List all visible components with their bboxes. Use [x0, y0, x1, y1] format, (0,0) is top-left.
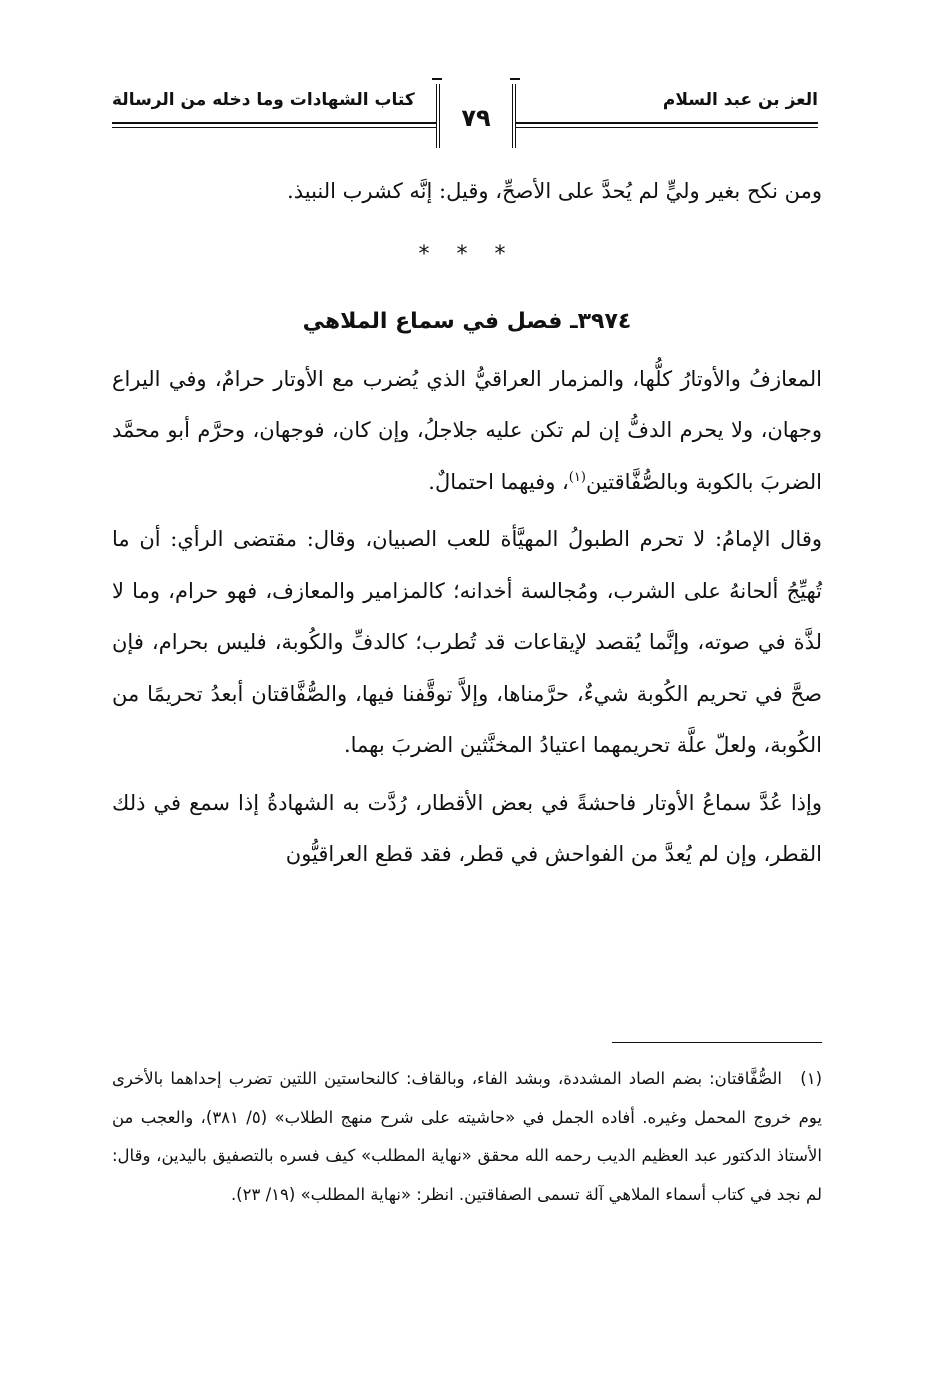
running-header [112, 84, 818, 156]
intro-line: ومن نكح بغير وليٍّ لم يُحدَّ على الأصحِّ، وقيل: إنَّه كشرب النبيذ. [287, 179, 822, 203]
paragraph-2: وقال الإمامُ: لا تحرم الطبولُ المهيَّأة للعب الصبيان، وقال: مقتضى الرأي: أن ما تُهيِّجُ ألحانهُ على الشرب، ومُجالسة أخدانه؛ كالمزامير والمعازف، فهو حرام، وما لا لذَّة في صوته، وإنَّما يُقصد لإيقاعات قد تُطرب؛ كالدفِّ والكُوبة، فليس بحرام، فإن صحَّ في تحريم الكُوبة شيءٌ، حرَّمناها، وإلاَّ توقَّفنا فيها، والصُّفَّاقتان أبعدُ تحريمًا من الكُوبة، ولعلّ علَّة تحريمهما اعتيادُ المخنَّثين الضربَ بهما. [112, 527, 822, 757]
paragraph-1 [112, 354, 822, 509]
footnote-marker: (١) [800, 1069, 822, 1088]
paragraph-1-tail: ، وفيهما احتمالٌ. [428, 469, 569, 494]
footnote-text: الصُّفَّاقتان: بضم الصاد المشددة، وبشد الفاء، وبالقاف: كالنحاستين اللتين تضرب إحداهما بالأخرى يوم خروج المحمل وغيره. أفاده الجمل في «حاشيته على شرح منهج الطلاب» (٥/ ٣٨١)، والعجب من الأستاذ الدكتور عبد العظيم الديب رحمه الله محقق «نهاية المطلب» كيف فسره بالتصفيق باليدين، وقال: لم نجد في كتاب أسماء الملاهي آلة تسمى الصفاقتين. انظر: «نهاية المطلب» (١٩/ ٢٣). [112, 1069, 822, 1204]
footnote-reference[interactable]: (١) [568, 469, 586, 485]
page-number: ٧٩ [461, 104, 491, 132]
page-number-frame [436, 84, 516, 148]
chapter-title: كتاب الشهادات وما دخله من الرسالة [112, 90, 415, 110]
paragraph-3: وإذا عُدَّ سماعُ الأوتار فاحشةً في بعض الأقطار، رُدَّت به الشهادةُ إذا سمع في ذلك القطر، وإن لم يُعدَّ من الفواحش في قطر، فقد قطع العراقيُّون [112, 790, 822, 866]
footnote [112, 1060, 822, 1214]
paragraph-1-text: المعازفُ والأوتارُ كلُّها، والمزمار العراقيُّ الذي يُضرب مع الأوتار حرامٌ، وفي اليراع وجهان، ولا يحرم الدفُّ إن لم تكن عليه جلاجلُ، وإن كان، فوجهان، وحرَّم أبو محمَّد الضربَ بالكوبة وبالصُّفَّاقتين [112, 366, 822, 494]
author-title: العز بن عبد السلام [662, 90, 818, 110]
section-heading: ٣٩٧٤ـ فصل في سماع الملاهي [302, 308, 632, 334]
footnote-divider [612, 1042, 822, 1043]
section-separator: * * * [418, 241, 516, 267]
main-text [112, 166, 822, 881]
